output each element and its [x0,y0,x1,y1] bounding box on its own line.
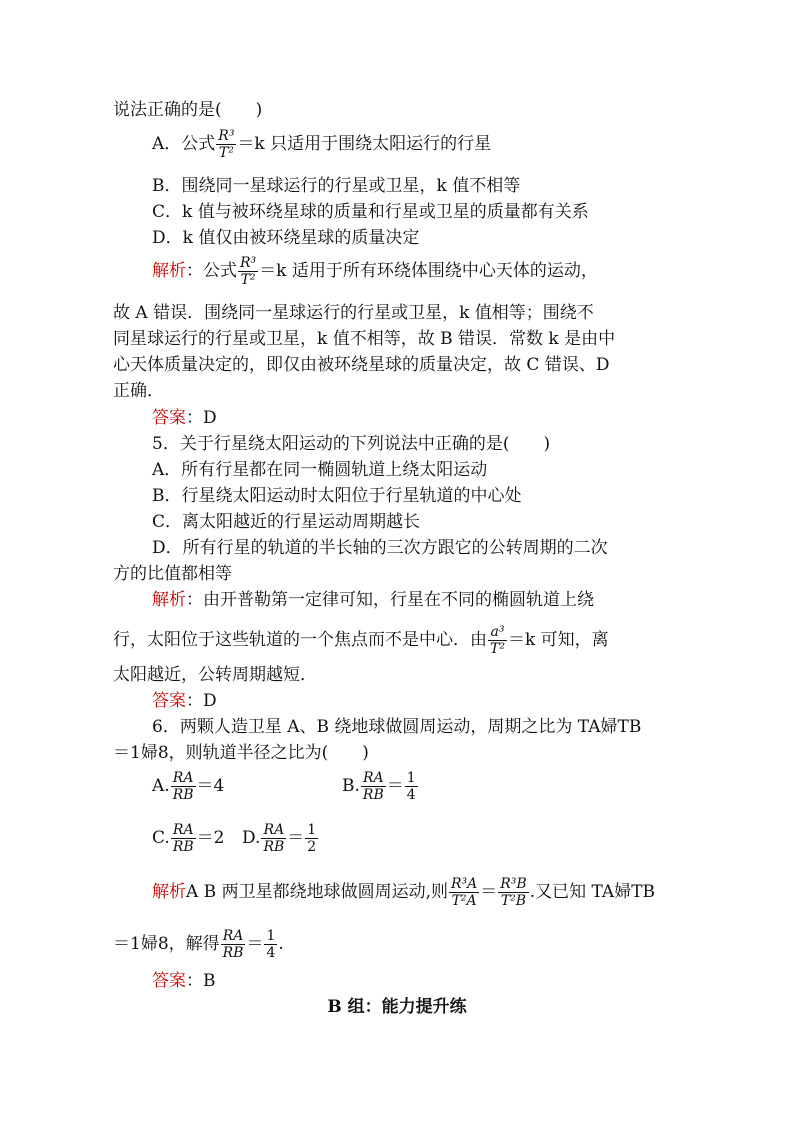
q5-analysis-fraction [488,624,507,657]
q4-option-b: B．围绕同一星球运行的行星或卫星，k 值不相等 [152,176,521,196]
q6-option-a-value: ＝4 [196,776,225,796]
analysis-label: 解析 [152,261,186,281]
q4-analysis-line-2: 故 A 错误．围绕同一星球运行的行星或卫星，k 值相等；围绕不 [113,303,594,323]
q5-option-a: A．所有行星都在同一椭圆轨道上绕太阳运动 [152,460,488,480]
q4-analysis-line-3: 同星球运行的行星或卫星，k 值不相等，故 B 错误．常数 k 是由中 [113,329,616,349]
q6-option-d-fraction [261,822,286,855]
equals-sign: ＝ [386,776,404,796]
q6-option-d [242,822,319,855]
q6-analysis-fraction-2 [498,876,528,909]
q4-analysis-line-5: 正确． [113,381,164,401]
q5-stem: 5．关于行星绕太阳运动的下列说法中正确的是( ) [152,434,551,454]
q5-answer [152,690,217,712]
fraction-numerator: 1 [307,822,317,838]
analysis-label: 解析 [152,882,186,902]
fraction-denominator: RB [172,839,194,855]
q6-option-b-label: B. [342,776,360,796]
q6-analysis-line-1 [152,876,655,909]
q6-stem-line-1: 6．两颗人造卫星 A、B 绕地球做圆周运动，周期之比为 TA婦TB [152,717,642,737]
q5-option-c: C．离太阳越近的行星运动周期越长 [152,512,421,532]
fraction-numerator: R³ [240,255,257,271]
answer-label: 答案 [152,408,186,428]
fraction-denominator: RB [222,945,244,961]
q6-analysis-fraction-4 [264,928,277,961]
fraction-numerator: RA [361,770,386,787]
q6-analysis-fraction-3 [221,928,246,961]
fraction-denominator: RB [362,787,384,803]
q6-option-d-value-fraction [305,822,318,855]
fraction-numerator: RA [171,822,196,839]
fraction-denominator: T²B [500,893,527,909]
fraction-denominator: RB [263,839,285,855]
q6-analysis-text: .又已知 TA婦TB [529,882,656,902]
q5-analysis-text: ：由开普勒第一定律可知，行星在不同的椭圆轨道上绕 [186,590,594,610]
q6-analysis-fraction-1 [449,876,479,909]
fraction-numerator: R³ [218,128,235,144]
q6-analysis-text: ＝1婦8，解得 [113,934,220,954]
q4-option-d: D．k 值仅由被环绕星球的质量决定 [152,228,420,248]
q6-option-b [342,770,419,803]
equals-sign: ＝ [246,934,264,954]
q6-analysis-text: A B 两卫星都绕地球做圆周运动,则 [186,882,448,902]
fraction-numerator: 1 [266,928,276,944]
answer-value: ：B [186,971,216,991]
q6-option-c-fraction [171,822,196,855]
answer-label: 答案 [152,691,186,711]
q5-analysis-line-1 [152,589,594,611]
q6-option-c [152,822,224,855]
fraction-numerator: RA [171,770,196,787]
fraction-denominator: 4 [266,945,276,961]
q5-analysis-text: 行，太阳位于这些轨道的一个焦点而不是中心．由 [113,630,487,650]
q6-analysis-text: . [278,934,284,954]
fraction-denominator: T²A [451,893,477,909]
q6-stem-line-2: ＝1婦8，则轨道半径之比为( ) [113,743,369,763]
q6-option-c-label: C. [152,828,170,848]
q4-analysis-text: ＝k 适用于所有环绕体围绕中心天体的运动， [259,261,598,281]
q6-analysis-line-2 [113,928,284,961]
fraction-denominator: T² [490,641,505,657]
analysis-label: 解析 [152,590,186,610]
q5-analysis-line-2 [113,624,609,657]
q4-analysis-fraction [238,255,258,288]
q6-option-a-fraction [171,770,196,803]
q6-option-b-fraction [361,770,386,803]
fraction-numerator: a³ [488,624,507,641]
q6-option-c-value: ＝2 [196,828,225,848]
q5-analysis-line-3: 太阳越近，公转周期越短． [113,665,317,685]
q6-answer [152,970,216,992]
q6-option-a-label: A. [152,776,170,796]
q4-analysis-text: ：公式 [186,261,237,281]
fraction-numerator: 1 [406,770,416,786]
q4-analysis-line-1 [152,255,598,288]
q5-option-b: B．行星绕太阳运动时太阳位于行星轨道的中心处 [152,486,522,506]
fraction-numerator: RA [261,822,286,839]
fraction-denominator: RB [172,787,194,803]
q4-option-a [152,128,491,161]
equals-sign: ＝ [287,828,305,848]
q4-analysis-line-4: 心天体质量决定的，即仅由被环绕星球的质量决定，故 C 错误、D [113,355,610,375]
q6-option-d-label: D. [242,828,261,848]
fraction-denominator: 4 [406,787,416,803]
fraction-denominator: T² [240,272,256,288]
answer-value: ：D [186,408,217,428]
q4-answer [152,407,217,429]
answer-label: 答案 [152,971,186,991]
q6-option-b-value-fraction [405,770,418,803]
q4-option-c: C．k 值与被环绕星球的质量和行星或卫星的质量都有关系 [152,202,589,222]
q6-option-a [152,770,224,803]
intro-line: 说法正确的是( ) [113,100,263,120]
q5-analysis-text: ＝k 可知，离 [507,630,609,650]
fraction-denominator: T² [218,145,234,161]
fraction-denominator: 2 [307,839,317,855]
q4-option-a-label: A．公式 [152,134,216,154]
fraction-numerator: R³A [450,876,478,892]
fraction-numerator: R³B [500,876,527,892]
fraction-numerator: RA [221,928,246,945]
q4-option-a-fraction [216,128,236,161]
q5-option-d-line-2: 方的比值都相等 [113,564,232,584]
q4-option-a-text: ＝k 只适用于围绕太阳运行的行星 [237,134,492,154]
q5-option-d-line-1: D．所有行星的轨道的半长轴的三次方跟它的公转周期的二次 [152,538,608,558]
answer-value: ：D [186,691,217,711]
section-title: B 组：能力提升练 [327,997,467,1017]
equals-sign: ＝ [480,882,498,902]
